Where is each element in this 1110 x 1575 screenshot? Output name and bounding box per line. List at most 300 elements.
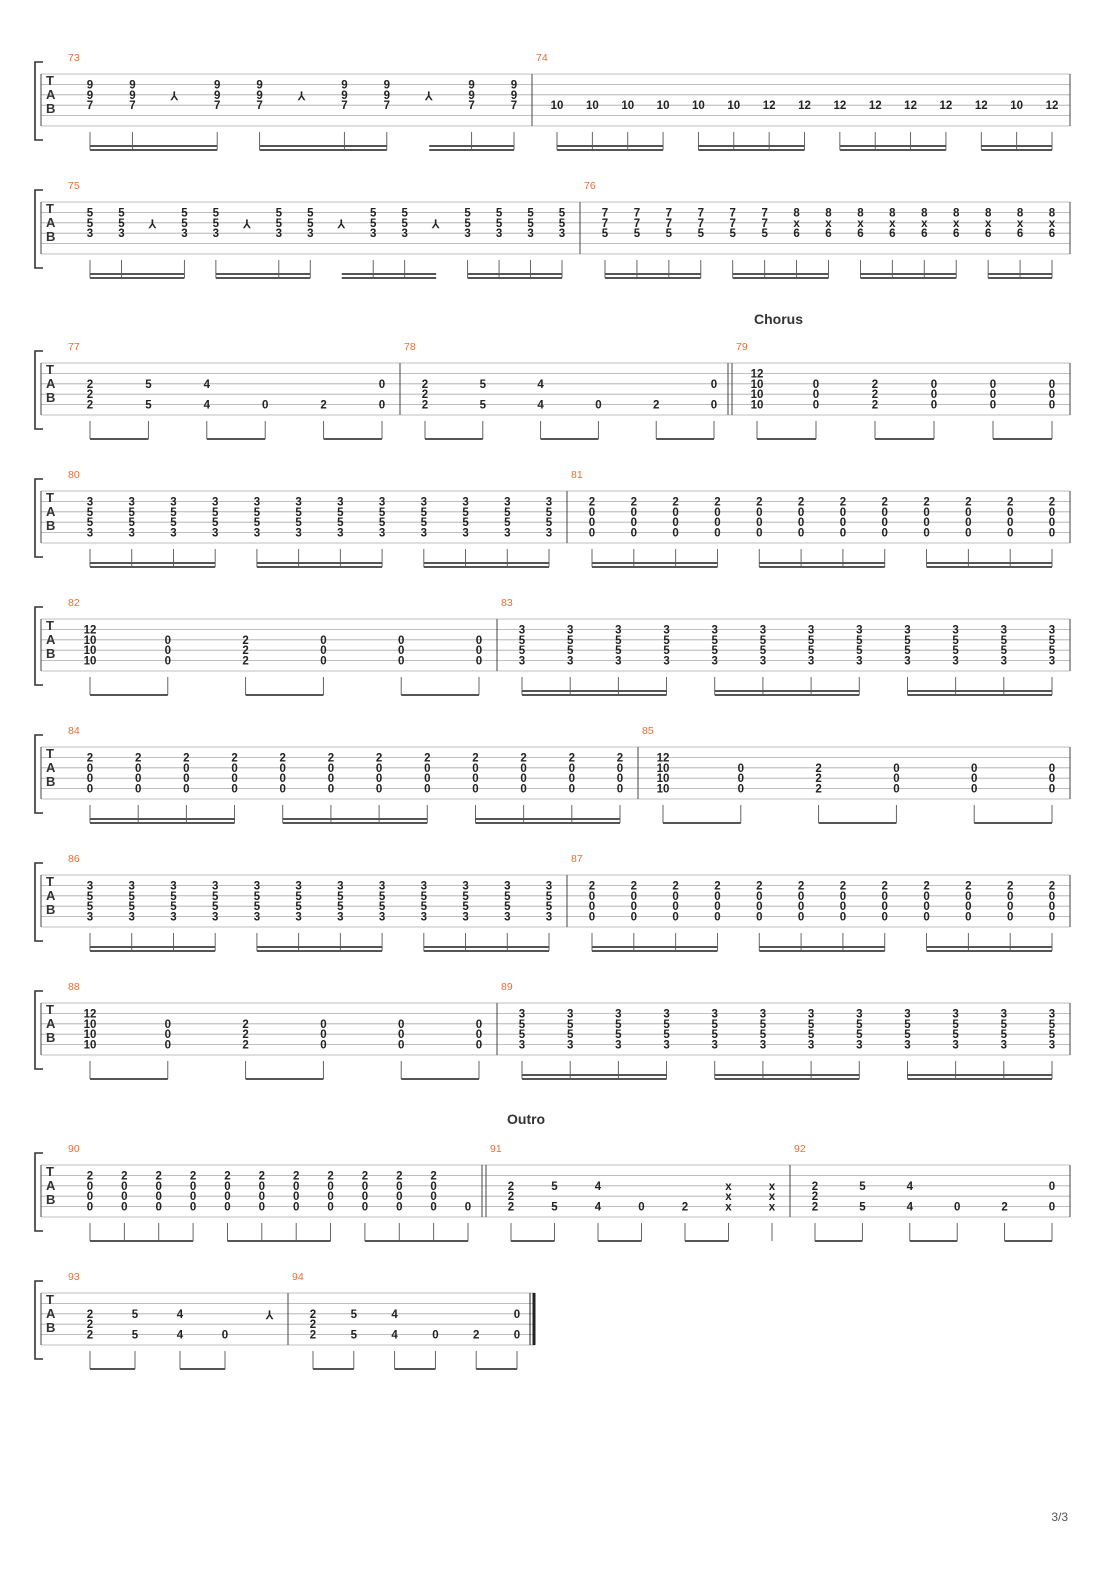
fret-number: 5: [759, 645, 767, 658]
fret-number: 0: [320, 1039, 327, 1052]
fret-number: 5: [420, 890, 428, 903]
fret-number: 5: [131, 1329, 139, 1342]
fret-number: 2: [424, 752, 431, 765]
fret-number: 3: [759, 1008, 767, 1021]
fret-number: 0: [189, 1201, 197, 1214]
fret-number: 5: [378, 890, 386, 903]
tab-clef-letter: B: [46, 646, 56, 661]
fret-number: 2: [507, 1201, 515, 1214]
fret-number: 0: [183, 783, 190, 796]
fret-number: 5: [663, 634, 670, 647]
fret-number: 5: [856, 1029, 863, 1042]
fret-number: 3: [464, 228, 471, 241]
fret-number: 0: [86, 783, 94, 796]
fret-number: 0: [258, 1201, 266, 1214]
fret-number: 5: [615, 645, 622, 658]
rest-symbol: ⅄: [432, 219, 440, 231]
fret-number: 3: [807, 655, 815, 668]
fret-number: 0: [327, 1201, 334, 1214]
fret-number: 0: [361, 1180, 369, 1193]
fret-number: 3: [337, 496, 344, 509]
fret-number: 3: [369, 228, 377, 241]
fret-number: 0: [320, 655, 327, 668]
fret-number: 0: [1006, 911, 1014, 924]
fret-number: 0: [1048, 783, 1056, 796]
fret-number: 2: [652, 399, 660, 412]
fret-number: 9: [86, 79, 94, 92]
fret-number: 5: [211, 517, 219, 530]
fret-number: 0: [164, 634, 172, 647]
fret-number: 2: [681, 1201, 689, 1214]
fret-number: 10: [83, 1018, 97, 1031]
fret-number: 0: [258, 1180, 266, 1193]
tab-clef-letter: B: [46, 1192, 56, 1207]
fret-number: 5: [350, 1308, 358, 1321]
fret-number: x: [768, 1201, 776, 1214]
fret-number: 5: [711, 645, 718, 658]
fret-number: 3: [211, 880, 219, 893]
fret-number: 3: [420, 911, 428, 924]
tab-clef-letter: B: [46, 390, 56, 405]
fret-number: 0: [279, 762, 286, 775]
fret-number: 2: [871, 389, 879, 402]
fret-number: 3: [420, 496, 428, 509]
fret-number: 0: [923, 517, 930, 530]
fret-number: 5: [86, 890, 94, 903]
fret-number: 9: [256, 89, 263, 102]
fret-number: 0: [714, 890, 721, 903]
fret-number: 5: [86, 217, 94, 230]
fret-number: 5: [420, 517, 428, 530]
fret-number: 5: [181, 207, 188, 220]
fret-number: 3: [295, 911, 302, 924]
fret-number: 10: [656, 773, 670, 786]
fret-number: 5: [420, 901, 428, 914]
fret-number: 5: [615, 1029, 622, 1042]
fret-number: 5: [170, 517, 177, 530]
fret-number: x: [725, 1201, 732, 1214]
fret-number: 4: [594, 1201, 602, 1214]
fret-number: 5: [211, 890, 219, 903]
fret-number: 0: [616, 762, 624, 775]
fret-number: 0: [86, 773, 94, 786]
fret-number: 0: [965, 527, 972, 540]
fret-number: 2: [279, 752, 286, 765]
fret-number: 3: [1000, 1008, 1008, 1021]
fret-number: 4: [537, 399, 544, 412]
fret-number: 3: [545, 911, 553, 924]
fret-number: 5: [378, 517, 386, 530]
fret-number: 4: [906, 1180, 914, 1193]
fret-number: 0: [375, 783, 383, 796]
bar-number: 73: [68, 52, 80, 64]
fret-number: 5: [295, 901, 302, 914]
fret-number: 0: [588, 901, 596, 914]
fret-number: 0: [588, 911, 596, 924]
fret-number: 3: [527, 228, 534, 241]
fret-number: 2: [714, 880, 721, 893]
fret-number: 8: [921, 207, 928, 220]
tab-clef-letter: T: [46, 618, 54, 633]
tab-clef-letter: B: [46, 229, 56, 244]
fret-number: 5: [504, 890, 511, 903]
fret-number: x: [921, 217, 928, 230]
fret-number: 5: [518, 645, 526, 658]
fret-number: 3: [856, 624, 863, 637]
fret-number: 7: [633, 217, 641, 230]
fret-number: 3: [128, 880, 135, 893]
section-label-chorus: Chorus: [754, 311, 803, 327]
fret-number: 3: [711, 1008, 718, 1021]
fret-number: 0: [965, 517, 972, 530]
fret-number: 3: [1000, 655, 1008, 668]
fret-number: 7: [665, 217, 673, 230]
fret-number: 5: [86, 901, 94, 914]
fret-number: 2: [421, 399, 429, 412]
fret-number: 0: [327, 1191, 334, 1204]
fret-number: 2: [292, 1170, 300, 1183]
tab-clef-letter: A: [46, 87, 56, 102]
fret-number: 0: [396, 1191, 403, 1204]
fret-number: 5: [1048, 1029, 1056, 1042]
fret-number: 9: [341, 79, 348, 92]
tab-clef-letter: A: [46, 376, 56, 391]
fret-number: 3: [663, 1008, 670, 1021]
fret-number: x: [825, 217, 832, 230]
fret-number: 3: [295, 880, 302, 893]
fret-number: 2: [242, 1039, 249, 1052]
fret-number: 0: [630, 901, 638, 914]
fret-number: 9: [129, 79, 136, 92]
fret-number: 0: [464, 1201, 472, 1214]
fret-number: 5: [952, 634, 959, 647]
fret-number: 12: [750, 368, 764, 381]
fret-number: 3: [504, 880, 511, 893]
fret-number: 5: [275, 207, 283, 220]
fret-number: 3: [86, 496, 94, 509]
fret-number: 0: [893, 773, 900, 786]
tab-clef-letter: B: [46, 774, 56, 789]
fret-number: 7: [86, 100, 94, 113]
fret-number: 3: [566, 624, 574, 637]
fret-number: 0: [630, 527, 638, 540]
fret-number: 3: [495, 228, 503, 241]
fret-number: 0: [221, 1329, 229, 1342]
fret-number: 2: [86, 1329, 94, 1342]
fret-number: 5: [759, 1029, 767, 1042]
fret-number: 0: [1048, 399, 1056, 412]
fret-number: 0: [893, 783, 900, 796]
fret-number: 5: [212, 207, 220, 220]
tab-clef-letter: A: [46, 1306, 56, 1321]
bar-number: 92: [794, 1143, 806, 1155]
fret-number: 3: [566, 655, 574, 668]
fret-number: x: [725, 1191, 732, 1204]
fret-number: 7: [129, 100, 136, 113]
fret-number: 3: [711, 1039, 718, 1052]
tab-clef-letter: A: [46, 504, 56, 519]
fret-number: 5: [952, 1018, 959, 1031]
fret-number: 0: [378, 378, 386, 391]
fret-number: 7: [341, 100, 348, 113]
fret-number: x: [768, 1191, 776, 1204]
fret-number: 5: [663, 1029, 670, 1042]
fret-number: 2: [86, 1308, 94, 1321]
fret-number: 3: [904, 624, 911, 637]
fret-number: 0: [638, 1201, 645, 1214]
fret-number: 3: [759, 624, 767, 637]
fret-number: 3: [1048, 655, 1056, 668]
fret-number: 0: [432, 1329, 439, 1342]
fret-number: 5: [1048, 1018, 1056, 1031]
fret-number: 0: [475, 634, 483, 647]
fret-number: 3: [86, 880, 94, 893]
fret-number: 3: [128, 527, 135, 540]
fret-number: 3: [295, 527, 302, 540]
fret-number: 3: [518, 655, 526, 668]
fret-number: 2: [714, 496, 721, 509]
fret-number: 3: [295, 496, 302, 509]
fret-number: 3: [904, 1008, 911, 1021]
fret-number: 0: [881, 517, 888, 530]
fret-number: 10: [83, 1039, 97, 1052]
fret-number: 0: [756, 527, 763, 540]
fret-number: 2: [1048, 496, 1056, 509]
fret-number: 4: [906, 1201, 914, 1214]
fret-number: 2: [430, 1170, 437, 1183]
fret-number: 2: [155, 1170, 162, 1183]
fret-number: 5: [566, 1029, 574, 1042]
fret-number: 5: [807, 634, 815, 647]
fret-number: 2: [1006, 496, 1014, 509]
fret-number: 0: [164, 1039, 172, 1052]
fret-number: 0: [616, 783, 624, 796]
fret-number: 2: [672, 880, 679, 893]
fret-number: 2: [327, 1170, 334, 1183]
fret-number: 0: [588, 890, 596, 903]
fret-number: 10: [750, 378, 764, 391]
fret-number: 0: [714, 911, 721, 924]
fret-number: 0: [672, 911, 679, 924]
fret-number: 0: [292, 1180, 300, 1193]
fret-number: 0: [378, 399, 386, 412]
fret-number: 5: [807, 1029, 815, 1042]
fret-number: 5: [337, 506, 344, 519]
fret-number: 0: [812, 389, 820, 402]
fret-number: 0: [756, 890, 763, 903]
fret-number: 2: [839, 496, 847, 509]
fret-number: 0: [839, 911, 847, 924]
rest-symbol: ⅄: [298, 91, 306, 103]
fret-number: 0: [970, 762, 978, 775]
fret-number: 5: [1048, 634, 1056, 647]
fret-number: 5: [495, 207, 503, 220]
fret-number: 3: [566, 1039, 574, 1052]
fret-number: 0: [424, 783, 431, 796]
fret-number: 5: [504, 901, 511, 914]
fret-number: 0: [714, 517, 721, 530]
fret-number: 5: [566, 634, 574, 647]
fret-number: 7: [697, 207, 704, 220]
fret-number: 0: [672, 901, 679, 914]
fret-number: 5: [462, 506, 469, 519]
fret-number: 2: [811, 1180, 819, 1193]
fret-number: 5: [307, 217, 314, 230]
fret-number: 10: [1010, 100, 1024, 113]
fret-number: 0: [930, 399, 938, 412]
fret-number: 0: [714, 506, 721, 519]
bar-number: 74: [536, 52, 548, 64]
fret-number: x: [725, 1180, 732, 1193]
fret-number: 5: [128, 506, 135, 519]
fret-number: 0: [231, 783, 238, 796]
tab-clef-letter: B: [46, 1030, 56, 1045]
fret-number: 2: [1001, 1201, 1008, 1214]
bar-number: 81: [571, 469, 583, 481]
fret-number: 0: [568, 762, 576, 775]
fret-number: 0: [923, 901, 930, 914]
fret-number: 5: [212, 217, 220, 230]
fret-number: 10: [83, 1029, 97, 1042]
fret-number: 0: [797, 890, 805, 903]
fret-number: 0: [630, 890, 638, 903]
fret-number: 5: [952, 645, 959, 658]
fret-number: 0: [588, 506, 596, 519]
fret-number: 3: [615, 1008, 622, 1021]
fret-number: 0: [812, 399, 820, 412]
fret-number: 5: [369, 207, 377, 220]
fret-number: 2: [507, 1180, 515, 1193]
fret-number: 10: [750, 389, 764, 402]
fret-number: 3: [462, 880, 469, 893]
fret-number: 12: [904, 100, 917, 113]
fret-number: 0: [258, 1191, 266, 1204]
fret-number: 0: [361, 1191, 369, 1204]
fret-number: 0: [424, 762, 431, 775]
fret-number: 3: [86, 228, 94, 241]
fret-number: 2: [327, 752, 335, 765]
fret-number: 3: [518, 1039, 526, 1052]
tab-clef-letter: A: [46, 1178, 56, 1193]
bar-number: 94: [292, 1271, 304, 1283]
fret-number: 0: [630, 517, 638, 530]
fret-number: 2: [965, 880, 972, 893]
fret-number: 3: [904, 655, 911, 668]
fret-number: 0: [881, 901, 888, 914]
fret-number: 0: [397, 655, 405, 668]
fret-number: 8: [857, 207, 864, 220]
fret-number: 2: [568, 752, 576, 765]
fret-number: 3: [211, 527, 219, 540]
fret-number: 0: [797, 517, 805, 530]
fret-number: 0: [155, 1191, 162, 1204]
fret-number: 0: [1048, 389, 1056, 402]
fret-number: 0: [430, 1191, 437, 1204]
fret-number: 0: [231, 773, 238, 786]
fret-number: 2: [756, 880, 763, 893]
fret-number: 3: [759, 1039, 767, 1052]
fret-number: 0: [279, 783, 286, 796]
fret-number: 5: [558, 217, 566, 230]
fret-number: 3: [545, 880, 553, 893]
bar-number: 88: [68, 981, 80, 993]
rest-symbol: ⅄: [266, 1310, 274, 1322]
fret-number: 3: [518, 1008, 526, 1021]
fret-number: 0: [588, 517, 596, 530]
fret-number: 5: [181, 217, 188, 230]
fret-number: 5: [253, 890, 261, 903]
fret-number: 0: [327, 783, 335, 796]
fret-number: 6: [1016, 228, 1024, 241]
fret-number: 5: [518, 634, 526, 647]
fret-number: 0: [1048, 911, 1056, 924]
rest-symbol: ⅄: [170, 91, 178, 103]
bar-number: 75: [68, 180, 80, 192]
fret-number: 3: [212, 228, 220, 241]
fret-number: 10: [550, 100, 564, 113]
fret-number: 0: [756, 517, 763, 530]
fret-number: 5: [904, 1018, 911, 1031]
fret-number: 2: [1048, 880, 1056, 893]
fret-number: 2: [86, 1170, 94, 1183]
fret-number: 5: [1000, 1029, 1008, 1042]
fret-number: 10: [656, 783, 670, 796]
fret-number: 9: [468, 79, 475, 92]
fret-number: 0: [472, 773, 479, 786]
fret-number: 0: [970, 773, 978, 786]
fret-number: 0: [970, 783, 978, 796]
fret-number: 7: [468, 100, 475, 113]
fret-number: 2: [309, 1319, 317, 1332]
bar-number: 80: [68, 469, 80, 481]
fret-number: 5: [1000, 645, 1008, 658]
fret-number: 0: [839, 901, 847, 914]
fret-number: 0: [1048, 1201, 1056, 1214]
fret-number: 5: [337, 890, 344, 903]
fret-number: 0: [224, 1201, 231, 1214]
fret-number: 4: [537, 378, 544, 391]
fret-number: 5: [170, 901, 177, 914]
fret-number: 4: [594, 1180, 602, 1193]
bar-number: 89: [501, 981, 513, 993]
fret-number: 2: [616, 752, 624, 765]
fret-number: 5: [337, 517, 344, 530]
fret-number: 3: [378, 496, 386, 509]
fret-number: 0: [155, 1180, 162, 1193]
fret-number: 7: [213, 100, 221, 113]
fret-number: 0: [134, 773, 142, 786]
fret-number: 2: [86, 378, 94, 391]
fret-number: 0: [397, 1039, 405, 1052]
fret-number: 0: [224, 1180, 231, 1193]
fret-number: 5: [495, 217, 503, 230]
fret-number: 3: [545, 527, 553, 540]
fret-number: 5: [615, 634, 622, 647]
fret-number: 5: [615, 1018, 622, 1031]
fret-number: 9: [468, 89, 475, 102]
fret-number: 2: [923, 880, 930, 893]
fret-number: 5: [711, 1029, 718, 1042]
fret-number: 0: [797, 911, 805, 924]
fret-number: 0: [797, 901, 805, 914]
fret-number: 0: [513, 1329, 521, 1342]
fret-number: 0: [930, 378, 938, 391]
fret-number: 0: [475, 1039, 483, 1052]
fret-number: 0: [710, 399, 718, 412]
fret-number: 3: [337, 880, 344, 893]
bar-number: 86: [68, 853, 80, 865]
bar-number: 83: [501, 597, 513, 609]
